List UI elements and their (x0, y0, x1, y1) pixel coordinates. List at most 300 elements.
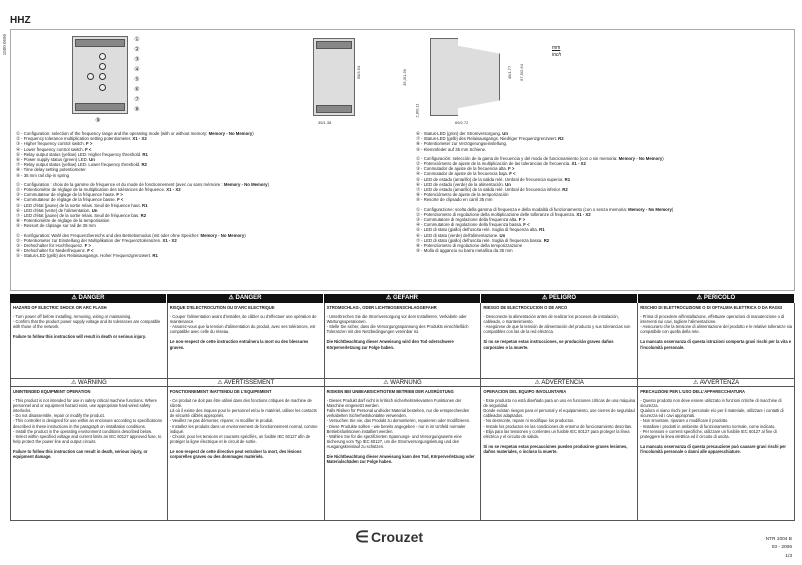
callout-number: ② (16, 187, 20, 193)
warning-triangle-icon: ⚠ (383, 380, 391, 386)
unit-inch: inch (552, 52, 562, 58)
item-text: Status-LED (gelb) des Relaisausgangs. Niedriger Frequenzgrenzwert. (423, 136, 559, 142)
callout-number: ① (16, 131, 20, 136)
callout-7: ⑦ (134, 97, 140, 103)
warning-label: WARNING (78, 380, 107, 386)
instruction: Falls Risiken für Personal und/oder Material bestehen, nur die entsprechenden verkabelten Sicherheitskontakte verwenden. (326, 408, 470, 419)
dimension-h1: 45/1.77 (507, 65, 513, 80)
item-code: F > (518, 217, 526, 223)
item-code: X1 - X2 (571, 161, 586, 167)
instruction: - Versuchen Sie nie, das Produkt zu demontieren, reparieren oder modifizieren. (326, 418, 471, 424)
item-text: Lower frequency control switch. (23, 146, 86, 152)
callout-number: ⑥ (416, 131, 420, 136)
warning-header (638, 379, 795, 386)
warning-triangle-icon: ⚠ (385, 295, 394, 301)
consequence: Le non-respect de cette directive peut entraîner la mort, des lésions corporelles graves ou des dommages matériels. (169, 448, 302, 460)
item-text: Ressort de clipsage sur rail de 35 mm (23, 223, 96, 229)
legend-item: ② - Potentiometer zur Einstellung der Multiplikation der Frequenztoleranzen. X1 - X2 (16, 237, 177, 243)
item-code: R1 (142, 151, 148, 157)
item-text: LED d'état (jaune) de la sortie relais. Seuil de fréquence bas. (23, 213, 141, 219)
item-code: F < (117, 197, 124, 203)
warning-column (481, 387, 638, 520)
item-text: Resorte de clipsado en carril 35 mm (423, 197, 493, 203)
callout-number: ⑨ (416, 197, 420, 203)
item-text: LED de estado (amarillo) de la salida relé. Umbral de frecuencia superior. (423, 176, 565, 182)
danger-header-row (10, 294, 795, 303)
legend-item: ⑦ - Status-LED (gelb) des Relaisausgangs. Niedriger Frequenzgrenzwert. R2 (416, 136, 564, 142)
item-text: Configuration: selection of the frequency range and the operating mode (with or without memory: (23, 131, 209, 136)
item-text: Power supply status (green) LED. (23, 157, 90, 163)
legend-item: ⑨ - Molla di aggancio su barra metallica da 35 mm (416, 248, 513, 254)
legend-column-left (16, 131, 396, 263)
hazard-title: STROMSCHLAG-, ODER LICHTBOGENSCHLAGGEFAHR (326, 305, 437, 310)
danger-label: PELIGRO (549, 295, 577, 301)
instruction: - Turn power off before installing, removing, wiring or maintaining. (13, 314, 132, 320)
callout-6: ⑥ (134, 87, 140, 93)
legend-item: ② - Potenziometro di regolazione della moltiplicazione delle tolleranze di frequenza. X1 - X2 (416, 211, 591, 217)
item-text: Commutatore di regolazione della frequenza bassa. (423, 222, 524, 228)
instruction: - This controller is designed for use within an enclosure according to specifications described in these instructions in the paragraph on installation conditions. (13, 418, 162, 429)
item-code: Memory - No Memory (618, 155, 663, 161)
danger-header (481, 294, 638, 303)
callout-4: ④ (134, 67, 140, 73)
warning-label: WARNUNG (390, 380, 422, 386)
legend-item: ④ - Commutateur de réglage de la fréquence basse. F < (16, 197, 124, 203)
legend-item: ⑧ - Time delay setting potentiometer (16, 167, 86, 173)
callout-number: ④ (16, 197, 20, 203)
item-suffix: ) (252, 131, 254, 136)
item-code: F > (508, 166, 515, 172)
item-text: Conmutador de ajuste de la frecuencia alta. (423, 166, 509, 172)
legend-item: ⑤ - LED di stato (giallo) dell'uscita relè. Soglia di frequenza alta. R1 (416, 227, 545, 233)
item-code: Un (502, 131, 508, 136)
instruction: - Prima di procedere all'installazione, effettuare operazioni di manutenzione o di interventi sui cavi, togliere l'alimentazione. (640, 314, 785, 325)
legend-fr (16, 182, 396, 229)
warning-triangle-icon: ⚠ (692, 380, 700, 386)
item-text: Drehschalter für Niederfrequenz. (23, 248, 88, 254)
item-text: Status-LED (grün) der Stromversorgung. (423, 131, 503, 136)
instruction: - Couper l'alimentation avant d'installer, de câbler ou d'effectuer une opération de maintenance. (169, 314, 317, 325)
consequence: La mancata osservanza di questa precauzione può causare gravi rischi per l'incolumità personale o danni alle apparecchiature. (640, 443, 787, 454)
item-code: F > (116, 192, 123, 198)
item-code: F < (87, 248, 94, 254)
consequence: Failure to follow this instruction can result in death, serious injury, or equipment damage. (13, 448, 148, 460)
hazard-title: FONCTIONNEMENT INATTENDU DE L'EQUIPEMENT (169, 389, 272, 394)
instruction: - Confirm that the product power supply voltage and its tolerances are compatible with those of the network. (13, 319, 161, 330)
crouzet-logo (355, 527, 423, 547)
callout-number: ① (16, 232, 20, 238)
warning-label: ADVERTENCIA (541, 380, 584, 386)
item-text: Commutateur de réglage de la fréquence haute. (23, 192, 117, 198)
legend-item: ③ - Commutatore di regolazione della frequenza alta. F > (416, 217, 526, 223)
warning-table (10, 387, 795, 521)
item-code: R1 (564, 176, 571, 182)
callout-number: ② (16, 136, 20, 142)
item-code: X1 - X2 (166, 187, 181, 193)
callout-1: ① (134, 37, 140, 43)
item-text: Klemmfeder auf 35 mm Schiene. (423, 146, 487, 152)
item-text: Configuración: selección de la gama de frecuencia y del modo de funcionamiento (con o sin memoria: (423, 155, 619, 161)
warning-triangle-icon: ⚠ (217, 380, 224, 386)
item-text: Frequency tolerance multiplication setting potentiometer. (23, 136, 133, 142)
warning-triangle-icon: ⚠ (70, 380, 79, 386)
legend-item: ④ - Drehschalter für Niederfrequenz. F < (16, 248, 94, 254)
danger-label: PERICOLO (703, 295, 736, 301)
item-text: Potentiomètre de réglage de la multiplication des tolérances de fréquence. (23, 187, 167, 193)
instruction: Là où il existe des risques pour le personnel et/ou le matériel, utiliser les contacts de sécurité câblés appropriés. (169, 408, 317, 419)
consequence: Failure to follow this instruction will result in death or serious injury. (13, 334, 146, 340)
top-terminals (316, 41, 352, 49)
callout-5: ⑤ (134, 77, 140, 83)
callout-number: ① (416, 206, 420, 212)
callout-number: ⑧ (16, 167, 20, 173)
danger-column (11, 303, 168, 379)
device-front-dimension-view (313, 38, 355, 116)
legend-item: ⑨ - Klemmfeder auf 35 mm Schiene. (416, 146, 487, 152)
dimension-depth: 69/2.72 (455, 120, 469, 125)
callout-number: ⑥ (16, 157, 20, 163)
warning-label: AVVERTENZA (699, 380, 740, 386)
danger-header (167, 294, 324, 303)
item-code: R1 (539, 227, 545, 233)
hazard-title: RISQUE D'ELECTROCUTION OU D'ARC ELECTRIQUE (169, 305, 275, 310)
instruction: - Asegúrese de que la tensión de alimentación del producto y sus tolerancias son compatibles con las de la red eléctrica. (483, 324, 631, 335)
document-title: HHZ (10, 15, 31, 26)
callout-number: ④ (16, 248, 20, 254)
legend-item: ⑥ - LED de estado (verde) de la alimentación. Un (416, 181, 511, 187)
danger-header (324, 294, 481, 303)
item-text: Potentiometer zur Einstellung der Multiplikation der Frequenztoleranzen. (23, 237, 163, 243)
legend-es (416, 156, 796, 203)
item-code: Memory - No Memory (208, 131, 253, 136)
instruction: - Installare i prodotti in ambiente di funzionamento normale, come indicato. (640, 423, 776, 429)
callout-number: ③ (16, 243, 20, 249)
dimension-rail: 35,3/1.39 (401, 69, 407, 86)
brand-name: Crouzet (370, 529, 424, 545)
item-text: Configuration : choix de la gamme de fréquence et du mode de fonctionnement (avec ou sans mémoire : (23, 181, 224, 187)
item-text: Configurazione: scelta della gamma di frequenza e della modalità di funzionamento (con o senza memoria: (423, 206, 629, 212)
delay-potentiometer (99, 84, 106, 91)
item-code: R2 (543, 237, 550, 243)
instruction: - Per tensioni e correnti specifiche, utilizzare un fusibile IEC 60127 al fine di proteggere la linea elettrica ed il circuito di uscita. (640, 428, 777, 439)
item-code: Memory - No Memory (628, 206, 672, 212)
legend-item: ⑤ - LED d'état (jaune) de la sortie relais. Seuil de fréquence haut. R1 (16, 202, 148, 208)
item-code: Un (499, 232, 506, 238)
item-text: LED d'état (verte) de l'alimentation. (23, 207, 92, 213)
config-switch (99, 53, 106, 60)
item-code: R1 (152, 253, 158, 259)
callout-number: ① (16, 181, 20, 187)
consequence: La mancata osservanza di questa istruzioni comporta gravi rischi per la vita e l'incolumità personale. (640, 339, 792, 350)
callout-number: ② (416, 161, 420, 167)
instruction: Donde existan riesgos para el personal y el equipamiento, use cierres de seguridad cableados adaptados. (483, 408, 635, 419)
callout-number: ⑧ (416, 243, 420, 249)
sheet-code: 1500 0596 (2, 34, 7, 56)
legend-item: ④ - Commutatore di regolazione della frequenza bassa. F < (416, 222, 530, 228)
warning-header (481, 379, 638, 386)
hazard-title: RISIKEN BEI UNBEABSICHTIGTEM BETRIEB DER AUSRÜSTUNG (326, 389, 454, 394)
callout-number: ⑥ (16, 207, 20, 213)
callout-number: ③ (416, 166, 420, 172)
item-text: Potentiometer zur Verzögerungseinstellung. (423, 141, 508, 147)
danger-column (638, 303, 795, 379)
callout-number: ④ (416, 171, 420, 177)
legend-item: ① - Configuration: selection of the frequency range and the operating mode (with or without memory: Memory - No Memory) (16, 131, 254, 136)
item-text: LED d'état (jaune) de la sortie relais. Seuil de fréquence haut. (23, 202, 143, 208)
callout-number: ⑨ (16, 172, 20, 178)
item-code: F < (85, 146, 92, 152)
low-frequency-switch (99, 73, 106, 80)
item-code: R2 (141, 162, 147, 168)
callout-number: ② (416, 211, 420, 217)
callout-number: ⑤ (16, 202, 20, 208)
legend-item: ③ - Higher frequency control switch. F > (16, 141, 93, 147)
callout-8: ⑧ (134, 107, 140, 113)
warning-column (168, 387, 325, 520)
hazard-title: HAZARD OF ELECTRIC SHOCK OR ARC FLASH (13, 305, 107, 310)
callout-number: ⑤ (16, 151, 20, 157)
dimension-front-height: 90/3.54 (356, 65, 362, 80)
instruction: - Veuillez ne pas démonter, réparer, ni modifier le produit. (169, 418, 274, 424)
instruction: - Select within specified voltage and current limits an IEC 60127 approved fuse, to help protect the power line and output circuits. (13, 433, 162, 444)
instruction: - Install the product in the operating environment conditions described below. (13, 428, 153, 434)
item-suffix: ) (244, 232, 246, 238)
legend-item: ① - Konfiguration: Wahl des Frequenzbereichs und des Betriebsmodus (mit oder ohne Speicher: Memory - No Memory) (16, 232, 246, 238)
instruction: Qualora vi siano rischi per il personale e/o per il materiale, utilizzare i contatti di sicurezza ed i cavi appropriati. (640, 408, 784, 419)
callout-number: ⑥ (416, 232, 420, 238)
danger-label: DANGER (235, 295, 262, 301)
legend-item: ⑦ - LED di stato (giallo) dell'uscita relè. Soglia di frequenza bassa. R2 (416, 237, 550, 243)
legend-item: ④ - Conmutador de ajuste de la frecuencia baja. F < (416, 171, 516, 177)
doc-date: 03 - 2006 (771, 545, 792, 550)
item-text: Commutatore di regolazione della frequenza alta. (423, 217, 519, 223)
item-text: Conmutador de ajuste de la frecuencia baja. (423, 171, 510, 177)
bottom-terminals (316, 105, 352, 113)
instruction: - Installez les produits dans un environnement de fonctionnement normal, comme indiqué. (169, 423, 318, 434)
instruction: - Diese Produkte sollten - wie bereits angegeben - nur in im Umfeld normaler Betriebsfunktionen installiert werden. (326, 423, 466, 434)
danger-table (10, 303, 795, 379)
item-code: Memory - No Memory (223, 181, 268, 187)
item-text: Potentiomètre de réglage de la temporisation (23, 218, 110, 224)
legend-item: ⑦ - LED d'état (jaune) de la sortie relais. Seuil de fréquence bas. R2 (16, 213, 147, 219)
legend-en (16, 131, 396, 178)
item-code: X1 - X2 (162, 237, 177, 243)
warning-triangle-icon: ⚠ (71, 295, 79, 301)
item-code: Un (91, 207, 98, 213)
instruction: - Assicurarsi che la tensione di alimentazione del prodotto e le relative tolleranze sia compatibile con quella della rete. (640, 324, 792, 335)
item-code: F < (509, 171, 516, 177)
item-code: Un (505, 181, 511, 187)
item-text: Relay output status (yellow) LED. Lower frequency threshold. (23, 162, 142, 168)
callout-number: ③ (16, 192, 20, 198)
callout-number: ⑤ (416, 227, 420, 233)
consequence: Le non-respect de cette instruction entraînera la mort ou des blessures graves. (169, 339, 309, 350)
item-code: Un (89, 157, 95, 163)
callout-number: ① (416, 155, 420, 161)
legend-item: ② - Potenciómetro de ajuste de la multiplicación de las tolerancias de frecuencia. X1 - X2 (416, 161, 586, 167)
device-front-illustration (72, 36, 128, 114)
callout-number: ⑧ (16, 218, 20, 224)
danger-header (10, 294, 167, 303)
callout-number: ⑥ (416, 181, 420, 187)
callout-9: ⑨ (95, 118, 101, 124)
item-text: LED di stato (giallo) dell'uscita relè. Soglia di frequenza bassa. (423, 237, 544, 243)
instruction: - Assurez-vous que la tension d'alimentation du produit, avec ses tolérances, est compatible avec celle du réseau. (169, 324, 316, 335)
consequence: Die Nichtbeachtung dieser Anweisung wird den Tod oderschwere Körperverletzung zur Folge haben. (326, 339, 454, 350)
tolerance-potentiometer (99, 63, 106, 70)
instruction: - Este producto no está diseñado para un uso en funciones críticas de una máquina de seguridad. (483, 398, 636, 409)
item-code: F > (86, 141, 93, 147)
danger-column (481, 303, 638, 379)
legend-item: ⑦ - Relay output status (yellow) LED. Lower frequency threshold. R2 (16, 162, 147, 168)
instruction: - No desmonte, repare ni modifique los productos. (483, 418, 575, 424)
item-text: LED de estado (amarillo) de la salida relé. Umbral de frecuencia inferior. (423, 187, 563, 193)
danger-column (325, 303, 482, 379)
item-suffix: ) (671, 206, 674, 212)
legend-item: ⑥ - LED di stato (verde) dell'alimentazione. Un (416, 232, 506, 238)
legend-de (416, 131, 796, 152)
instruction: - Unterbrechen Sie die Stromversorgung vor dem Installieren, Verkabeln oder Wartungsoperationen. (326, 314, 467, 325)
danger-header (638, 294, 795, 303)
callout-number: ③ (16, 141, 20, 147)
legend-item: ⑤ - Status-LED (gelb) des Relaisausgangs. Hoher Frequenzgrenzwert. R1 (16, 253, 158, 259)
legend-item: ⑤ - Relay output status (yellow) LED. Higher frequency threshold. R1 (16, 151, 148, 157)
item-code: R1 (142, 202, 148, 208)
item-code: F < (523, 222, 530, 228)
hazard-title: PRECAUZIONI PER L'USO DELL'APPARECCHIATURA (640, 389, 746, 394)
item-code: Memory - No Memory (200, 232, 245, 238)
warning-header (325, 379, 482, 386)
instruction: - Non smontare, riparare o modificare il prodotto. (640, 418, 729, 424)
instruction: - Elija para las tensiones y corrientes un fusible IEC 60127 para proteger la línea eléctrica y el circuito de salida. (483, 428, 630, 439)
callout-number: ⑦ (16, 213, 20, 219)
legend-item: ⑨ - Resorte de clipsado en carril 35 mm (416, 197, 493, 203)
consequence: Si no se respetan estas instrucciones, se producirán graves daños corporales o la muerte. (483, 339, 614, 350)
legend-item: ⑨ - 35 mm rail clip-in spring (16, 172, 70, 178)
instruction: - Ce produit ne doit pas être utilisé dans des fonctions critiques de machine de sûreté. (169, 398, 312, 409)
danger-label: GEFAHR (393, 295, 419, 301)
hazard-title: OPERACION DEL EQUIPO INVOLUNTARIA (483, 389, 567, 394)
callout-number: ⑦ (416, 237, 420, 243)
legend-item: ⑥ - Power supply status (green) LED. Un (16, 157, 95, 163)
legend-column-right (416, 131, 796, 257)
legend-item: ⑧ - Potentiomètre de réglage de la temporisation (16, 218, 110, 224)
item-suffix: ) (267, 181, 269, 187)
warning-header (11, 379, 168, 386)
item-text: Potenziometro di regolazione della temporizzazione (423, 243, 523, 249)
warning-column (11, 387, 168, 520)
legend-item: ⑧ - Potenciómetro de ajuste de la temporización (416, 192, 509, 198)
legend-item: ③ - Drehschalter für Hochfrequenz. F > (16, 243, 91, 249)
instruction: - This product is not intended for use in safety critical machine functions. Where personnel and or equipment hazard exist, use appropriate hard-wired safety interlocks. (13, 398, 157, 414)
consequence: Si no se respetan estas precauciones pueden producirse graves lesiones, daños materiales, o incluso la muerte. (483, 443, 628, 454)
instruction: - Do not disassemble, repair or modify the product. (13, 413, 105, 419)
hazard-title: RIESGO DE ELECTROCUCION O DE ARCO (483, 305, 568, 310)
item-text: Higher frequency control switch. (23, 141, 87, 147)
callout-number: ⑨ (16, 223, 20, 229)
legend-item: ⑧ - Potentiometer zur Verzögerungseinstellung. (416, 141, 508, 147)
hazard-title: UNINTENDED EQUIPMENT OPERATION (13, 389, 91, 394)
legend-item: ① - Configuración: selección de la gama de frecuencia y del modo de funcionamiento (con o sin memoria: Memory - No Memory) (416, 155, 664, 161)
danger-label: DANGER (78, 295, 105, 301)
instruction: - Instale los productos en las condiciones de entorno de funcionamiento descritas. (483, 423, 633, 429)
callout-number: ⑦ (16, 162, 20, 168)
legend-item: ② - Frequency tolerance multiplication setting potentiometer. X1 - X2 (16, 136, 147, 142)
crouzet-logo-icon: ∈ (355, 529, 369, 546)
item-text: Status-LED (gelb) des Relaisausgangs. Hoher Frequenzgrenzwert. (23, 253, 153, 259)
item-code: R2 (562, 187, 568, 193)
legend-item: ⑨ - Ressort de clipsage sur rail de 35 mm (16, 223, 96, 229)
item-text: Potenciómetro de ajuste de la temporización (423, 192, 509, 198)
dimension-clip: 2,8/0.11 (414, 103, 420, 118)
callout-number: ⑧ (416, 141, 420, 147)
legend-item: ③ - Commutateur de réglage de la fréquence haute. F > (16, 192, 123, 198)
doc-reference: NTR 1004 B (765, 537, 792, 542)
instruction: - Choisir, pour les tensions et courants spécifiés, un fusible IEC 60127 afin de protéger la ligne électrique et le circuit de sortie. (169, 433, 311, 444)
callout-number: ③ (416, 217, 420, 223)
callout-number: ④ (416, 222, 420, 228)
dimension-front-width: 35/1.38 (318, 120, 332, 125)
legend-item: ⑥ - Status-LED (grün) der Stromversorgung. Un (416, 131, 508, 136)
item-text: Relay output status (yellow) LED. Higher frequency threshold. (23, 151, 143, 157)
item-text: LED de estado (verde) de la alimentación. (423, 181, 506, 187)
callout-number: ⑧ (416, 192, 420, 198)
callout-2: ② (134, 47, 140, 53)
item-text: LED di stato (verde) dell'alimentazione. (423, 232, 500, 238)
item-text: Drehschalter für Hochfrequenz. (23, 243, 85, 249)
item-suffix: ) (662, 155, 664, 161)
dimension-h2: 67,5/2.64 (518, 64, 524, 81)
item-text: LED di stato (giallo) dell'uscita relè. Soglia di frequenza alta. (423, 227, 540, 233)
instruction: - Questo prodotto non deve essere utilizzato in funzioni critiche di macchine di sicurezza. (640, 398, 782, 409)
instruction: - Dieses Produkt darf nicht in kritisch sicherheitsrelevanten Funktionen der Maschine eingesetzt werden. (326, 398, 462, 409)
legend-item: ① - Configuration : choix de la gamme de fréquence et du mode de fonctionnement (avec ou sans mémoire : Memory - No Memory) (16, 181, 269, 187)
item-text: Molla di aggancio su barra metallica da 35 mm (423, 248, 513, 254)
callout-number: ⑦ (416, 187, 420, 193)
bottom-terminals (75, 103, 125, 111)
legend-item: ② - Potentiomètre de réglage de la multiplication des tolérances de fréquence. X1 - X2 (16, 187, 181, 193)
top-terminals (75, 39, 125, 47)
legend-item: ⑥ - LED d'état (verte) de l'alimentation. Un (16, 207, 98, 213)
unit-mm: mm (552, 45, 561, 51)
callout-number: ⑤ (416, 176, 420, 182)
callout-number: ⑨ (416, 146, 420, 152)
warning-column (325, 387, 482, 520)
instruction: - Wählen Sie für die spezifizierten Spannungs- und Versorgungswerte eine Sicherung vom Typ IEC 60127, um die Stromversorgungsleitung und den Ausgangskreislauf zu schützen. (326, 433, 462, 449)
callout-number: ② (16, 237, 20, 243)
danger-column (168, 303, 325, 379)
warning-triangle-icon: ⚠ (534, 380, 542, 386)
page-number: 1/3 (785, 554, 792, 559)
item-code: R2 (140, 213, 147, 219)
callout-3: ③ (134, 57, 140, 63)
legend-item: ⑦ - LED de estado (amarillo) de la salida relé. Umbral de frecuencia inferior. R2 (416, 187, 568, 193)
item-text: Potenziometro di regolazione della moltiplicazione delle tolleranze di frequenza. (423, 211, 577, 217)
item-text: Konfiguration: Wahl des Frequenzbereichs und des Betriebsmodus (mit oder ohne Speicher: (23, 232, 201, 238)
legend-item: ③ - Conmutador de ajuste de la frecuencia alta. F > (416, 166, 515, 172)
warning-label: AVERTISSEMENT (223, 380, 275, 386)
warning-triangle-icon: ⚠ (696, 295, 704, 301)
item-text: Commutateur de réglage de la fréquence basse. (23, 197, 118, 203)
instruction: - Desconecte la alimentación antes de realizar los procesos de instalación, cableado, o mantenimiento. (483, 314, 619, 325)
callout-number: ⑦ (416, 136, 420, 142)
warning-header (168, 379, 325, 386)
legend-item: ④ - Lower frequency control switch. F < (16, 146, 92, 152)
instruction: - Stelle Sie sicher, dass die Versorgungsspannung des Produkts einschließlich Toleranzen mit den Netzbedingungen vereinbar ist. (326, 324, 469, 335)
warning-column (638, 387, 795, 520)
callout-number: ⑨ (416, 248, 420, 254)
item-text: Potenciómetro de ajuste de la multiplicación de las tolerancias de frecuencia. (423, 161, 572, 167)
